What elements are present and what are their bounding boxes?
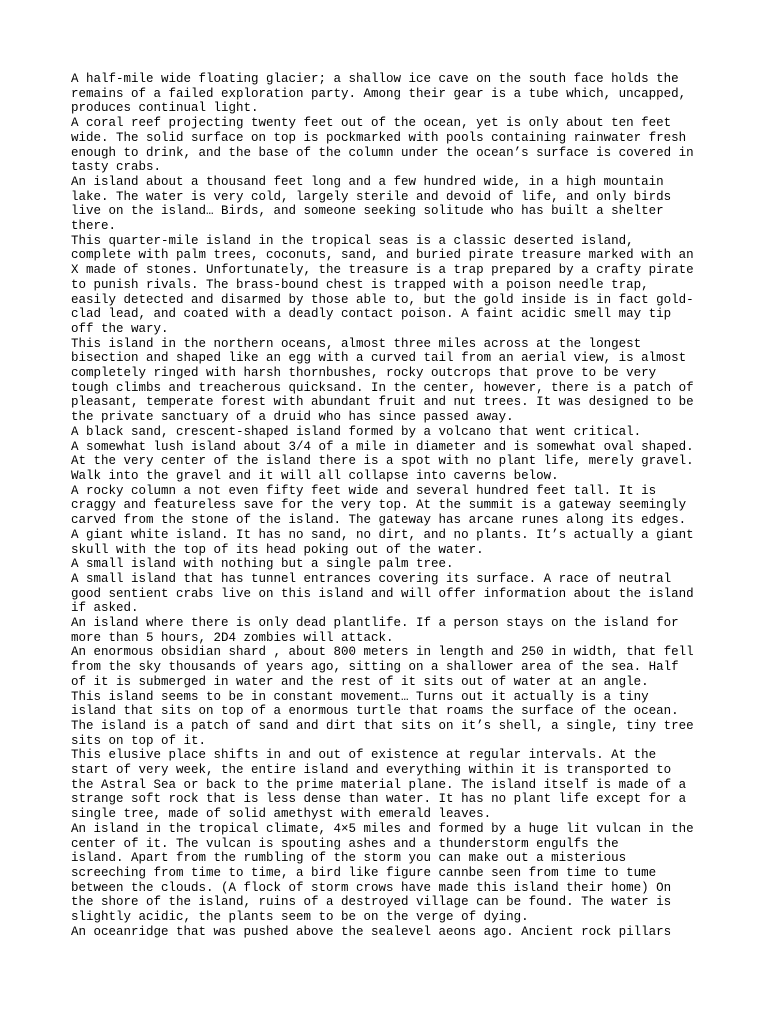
entry-druid-sanctuary-island: This island in the northern oceans, almost three miles across at the longest bisection and shaped like an egg with a curved tail from an aerial view, is almost completely ringed with harsh thornbushes, rocky outcrops that prove to be very tough climbs and treacherous quicksand. In the center, however, there is a patch of pleasant, temperate forest with abundant fruit and nut trees. It was designed to be the private sanctuary of a druid who has since passed away. — [71, 336, 694, 425]
entry-turtle-island: This island seems to be in constant movement… Turns out it actually is a tiny island that sits on top of a enormous turtle that roams the surface of the ocean. The island is a patch of sand and dirt that sits on it’s shell, a single, tiny tree sits on top of it. — [71, 689, 694, 748]
entry-coral-reef: A coral reef projecting twenty feet out of the ocean, yet is only about ten feet wide. The solid surface on top is pockmarked with pools containing rainwater fresh enough to drink, and the base of the column under the ocean’s surface is covered in tasty crabs. — [71, 116, 694, 175]
entry-gravel-cavern-island: A somewhat lush island about 3/4 of a mile in diameter and is somewhat oval shaped. At the very center of the island there is a spot with no plant life, merely gravel. Walk into the gravel and it will all collapse into caverns below. — [71, 439, 694, 483]
entry-floating-glacier: A half-mile wide floating glacier; a shallow ice cave on the south face holds the remains of a failed exploration party. Among their gear is a tube which, uncapped, produces continual light. — [71, 72, 687, 116]
document-page — [71, 72, 701, 939]
entry-black-sand-island: A black sand, crescent-shaped island formed by a volcano that went critical. — [71, 424, 642, 439]
entry-rocky-column-gateway: A rocky column a not even fifty feet wide and several hundred feet tall. It is craggy and featureless save for the very top. At the summit is a gateway seemingly carved from the stone of the island. The gateway has arcane runes along its edges. — [71, 483, 687, 528]
entry-crab-tunnel-island: A small island that has tunnel entrances covering its surface. A race of neutral good sentient crabs live on this island and will offer information about the island if asked. — [71, 571, 694, 616]
entry-mountain-lake-island: An island about a thousand feet long and a few hundred wide, in a high mountain lake. The water is very cold, largely sterile and devoid of life, and only birds live on the island… Birds, and someone seeking solitude who has built a shelter there. — [71, 174, 672, 234]
entry-obsidian-shard: An enormous obsidian shard , about 800 meters in length and 250 in width, that fell from the sky thousands of years ago, sitting on a shallower area of the sea. Half of it is submerged in water and the rest of it sits out of water at an angle. — [71, 645, 694, 689]
entry-giant-skull-island: A giant white island. It has no sand, no dirt, and no plants. It’s actually a giant skull with the top of its head poking out of the water. — [71, 527, 694, 557]
entry-astral-shifting-island: This elusive place shifts in and out of existence at regular intervals. At the start of very week, the entire island and everything within it is transported to the Astral Sea or back to the prime material plane. The island itself is made of a strange soft rock that is less dense than water. It has no plant life except for a single tree, made of solid amethyst with emerald leaves. — [71, 748, 687, 822]
entry-oceanridge: An oceanridge that was pushed above the sealevel aeons ago. Ancient rock pillars — [71, 924, 672, 939]
entry-volcano-storm-island: An island in the tropical climate, 4×5 miles and formed by a huge lit vulcan in the center of it. The vulcan is spouting ashes and a thunderstorm engulfs the island. Apart from the rumbling of the storm you can make out a misterious screeching from time to time, a bird like figure cannbe seen from time to tume between the clouds. (A flock of storm crows have made this island their home) On the shore of the island, ruins of a destroyed village can be found. The water is slightly acidic, the plants seem to be on the verge of dying. — [71, 821, 694, 925]
entry-single-palm-island: A small island with nothing but a single palm tree. — [71, 557, 454, 572]
entry-dead-plantlife-island: An island where there is only dead plantlife. If a person stays on the island for more than 5 hours, 2D4 zombies will attack. — [71, 616, 679, 645]
entry-deserted-treasure-island: This quarter-mile island in the tropical seas is a classic deserted island, complete with palm trees, coconuts, sand, and buried pirate treasure marked with an X made of stones. Unfortunately, the treasure is a trap prepared by a crafty pirate to punish rivals. The brass-bound chest is trapped with a poison needle trap, easily detected and disarmed by those able to, but the gold inside is in fact gold- clad lead, and coated with a deadly contact poison. A faint acidic smell may tip off the wary. — [71, 233, 694, 336]
